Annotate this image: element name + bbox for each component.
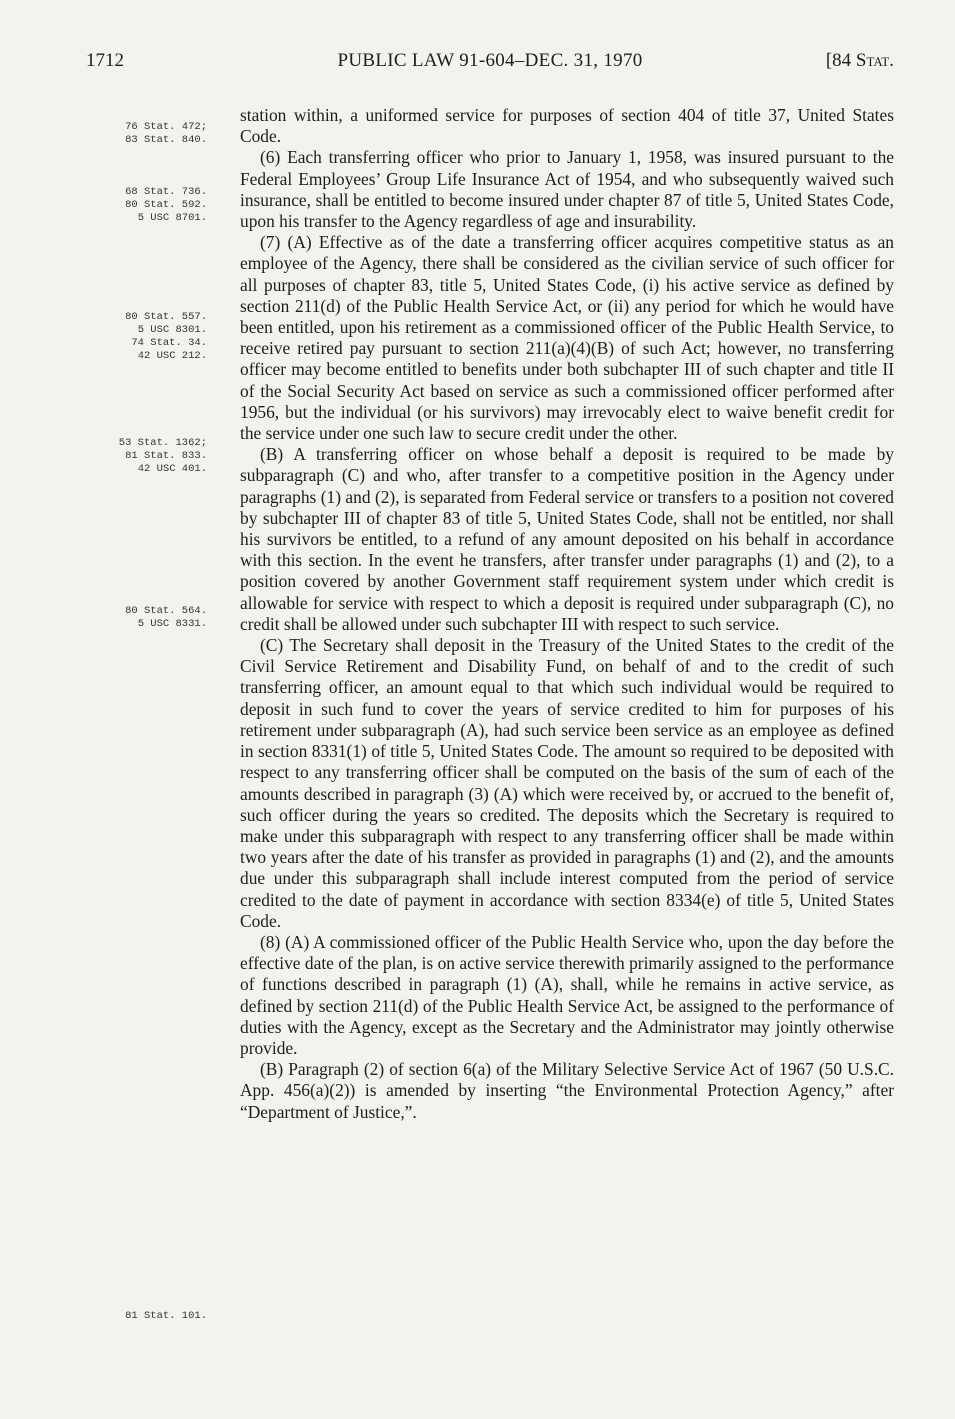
running-title: PUBLIC LAW 91-604–DEC. 31, 1970	[337, 50, 643, 71]
margin-note: 80 Stat. 564. 5 USC 8331.	[125, 605, 207, 630]
margin-note: 80 Stat. 557. 5 USC 8301. 74 Stat. 34. 42 USC 212.	[125, 311, 207, 362]
body-text	[240, 105, 894, 1123]
page-number: 1712	[86, 50, 124, 71]
paragraph-7b: (B) A transferring officer on whose behalf a deposit is required to be made by subparagraph (C) and who, after transfer to a competitive position in the Agency under paragraphs (1) and (2), is separated from Federal service or transfers to a position not covered by subchapter III of chapter 83 of title 5, United States Code, shall not be entitled, nor shall his survivors be entitled, to a refund of any amount deposited on his behalf in accordance with this section. In the event he transfers, after transfer under paragraphs (1) and (2), to a position covered by another Government staff requirement system under which credit is allowable for service with respect to which a deposit is required under subparagraph (C), no credit shall be allowed under such subchapter III with respect to such service.	[240, 444, 894, 634]
margin-note: 76 Stat. 472; 83 Stat. 840.	[125, 121, 207, 146]
page-header	[86, 50, 894, 80]
paragraph-6: (6) Each transferring officer who prior to January 1, 1958, was insured pursuant to the Federal Employees’ Group Life Insurance Act of 1954, and who subsequently waived such insurance, shall be entitled to become insured under chapter 87 of title 5, United States Code, upon his transfer to the Agency regardless of age and insurability.	[240, 147, 894, 232]
margin-note: 81 Stat. 101.	[125, 1310, 207, 1322]
paragraph-7a: (7) (A) Effective as of the date a transferring officer acquires competitive status as an employee of the Agency, there shall be considered as the civilian service of such officer for all purposes of chapter 83, title 5, United States Code, (i) his active service as defined by section 211(d) of the Public Health Service Act, or (ii) any period for which he would have been entitled, upon his retirement as a commissioned officer of the Public Health Service, to receive retired pay pursuant to section 211(a)(4)(B) of such Act; however, no transferring officer may become entitled to benefits under both subchapter III of such chapter and title II of the Social Security Act based on service as such a commissioned officer performed after 1956, but the individual (or his survivors) may irrevocably elect to waive benefit credit for the service under one such law to secure credit under the other.	[240, 232, 894, 444]
volume-reference: [84 Stat.	[825, 50, 894, 71]
margin-note: 53 Stat. 1362; 81 Stat. 833. 42 USC 401.	[118, 437, 207, 475]
paragraph-8a: (8) (A) A commissioned officer of the Public Health Service who, upon the day before the effective date of the plan, is on active service therewith primarily assigned to the performance of functions described in paragraph (1) (A), shall, while he remains in active service, as defined by section 211(d) of the Public Health Service Act, be assigned to the performance of duties with the Agency, except as the Secretary and the Administrator may jointly otherwise provide.	[240, 931, 894, 1058]
paragraph-continuation: station within, a uniformed service for purposes of section 404 of title 37, United States Code.	[240, 105, 894, 147]
margin-note: 68 Stat. 736. 80 Stat. 592. 5 USC 8701.	[125, 186, 207, 224]
paragraph-8b: (B) Paragraph (2) of section 6(a) of the Military Selective Service Act of 1967 (50 U.S.C. App. 456(a)(2)) is amended by inserting “the Environmental Protection Agency,” after “Department of Justice,”.	[240, 1059, 894, 1122]
paragraph-7c: (C) The Secretary shall deposit in the Treasury of the United States to the credit of the Civil Service Retirement and Disability Fund, on behalf of and to the credit of such transferring officer, an amount equal to that which such individual would be required to deposit in such fund to cover the years of service credited to him for purposes of his retirement under subparagraph (A), had such service been service as an employee as defined in section 8331(1) of title 5, United States Code. The amount so required to be deposited with respect to any transferring officer shall be computed on the basis of the sum of each of the amounts described in paragraph (3) (A) which were received by, or accrued to the benefit of, such officer during the years so credited. The deposits which the Secretary is required to make under this subparagraph with respect to any transferring officer shall be made within two years after the date of his transfer as provided in paragraphs (1) and (2), and the amounts due under this subparagraph shall include interest computed from the period of service credited to the date of payment in accordance with section 8334(e) of title 5, United States Code.	[240, 635, 894, 931]
